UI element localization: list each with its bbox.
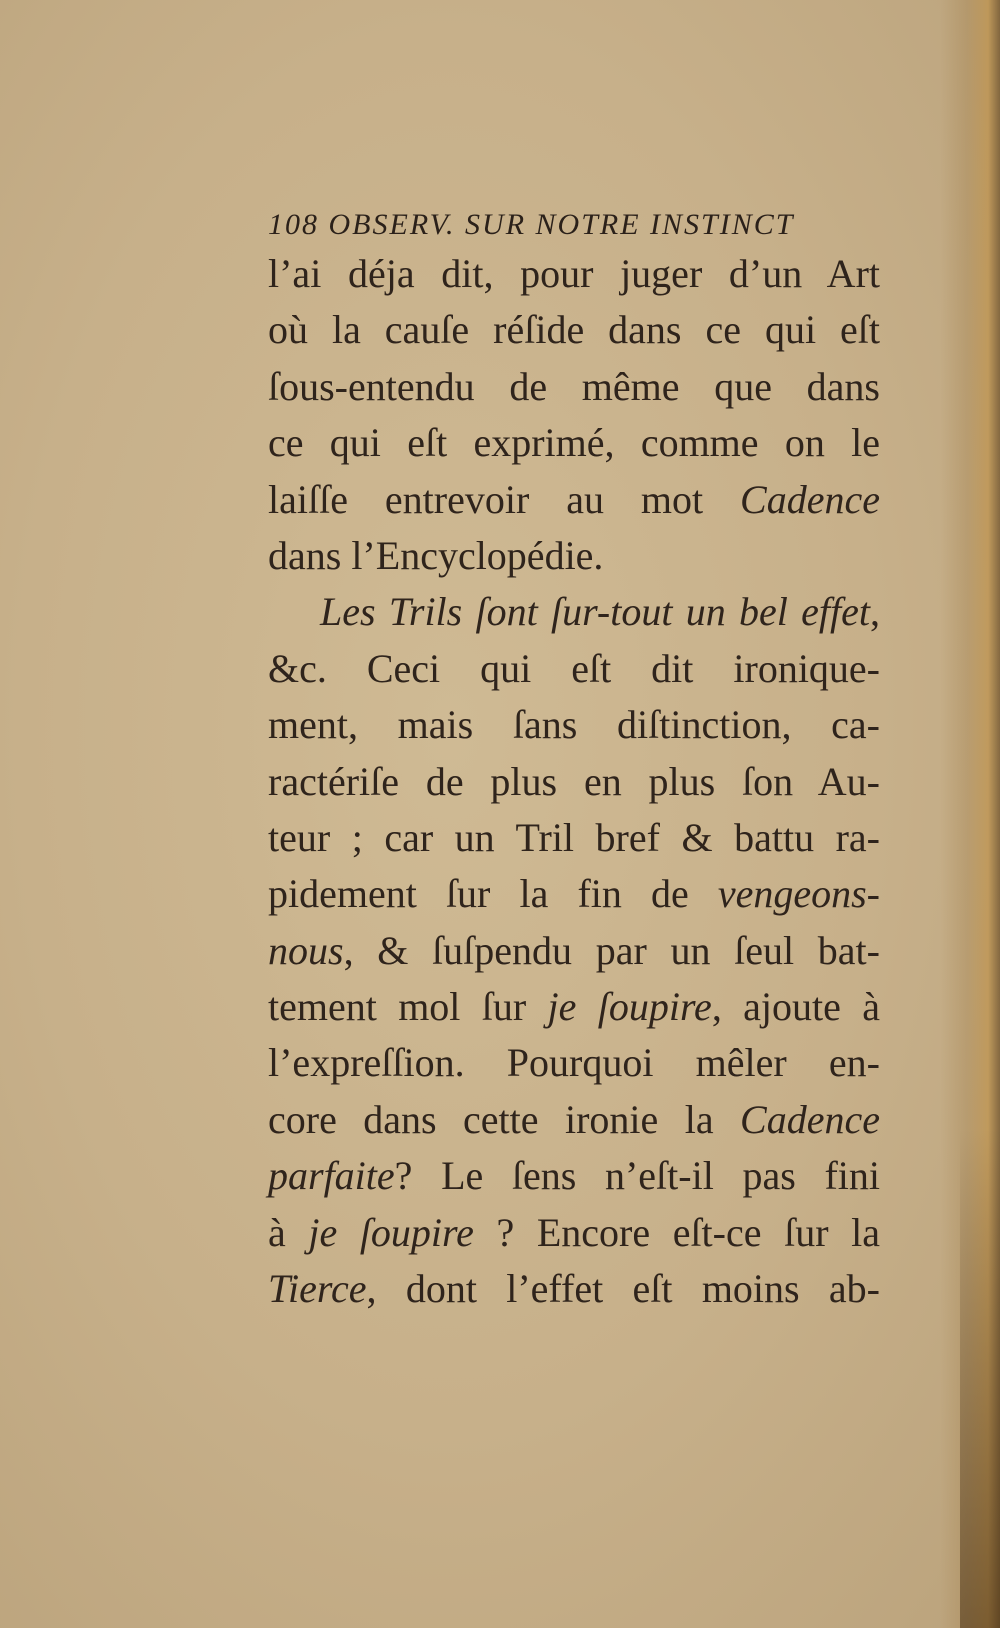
text-span: &c. Ceci qui eſt dit ironique- bbox=[268, 645, 880, 691]
text-line bbox=[268, 1092, 880, 1148]
italic-text: Cadence bbox=[740, 476, 880, 522]
text-span: ? Encore eſt-ce ſur la bbox=[473, 1209, 880, 1255]
text-line bbox=[268, 1148, 880, 1204]
text-span: où la cauſe réſide dans ce qui eſt bbox=[268, 307, 880, 353]
text-line bbox=[268, 302, 880, 358]
italic-text: Tierce bbox=[268, 1266, 367, 1312]
italic-text: parfaite bbox=[268, 1153, 395, 1199]
italic-text: je ſoupire bbox=[547, 984, 712, 1030]
running-header: 108 OBSERV. SUR NOTRE INSTINCT bbox=[268, 208, 795, 241]
text-span: laiſſe entrevoir au mot bbox=[268, 476, 741, 522]
page-corner-shadow bbox=[960, 1128, 1000, 1628]
text-line bbox=[268, 1205, 880, 1261]
text-line bbox=[268, 923, 880, 979]
text-line bbox=[268, 472, 880, 528]
text-span: tement mol ſur bbox=[268, 984, 548, 1030]
text-span: à bbox=[268, 1209, 309, 1255]
text-span: ? Le ſens n’eſt-il pas fini bbox=[394, 1153, 880, 1199]
body-text bbox=[268, 246, 880, 1317]
text-line bbox=[268, 641, 880, 697]
text-span: core dans cette ironie la bbox=[268, 1096, 741, 1142]
text-line bbox=[268, 415, 880, 471]
text-span: dans l’Encyclopédie. bbox=[268, 532, 604, 578]
text-span: , ajoute à bbox=[711, 984, 880, 1030]
italic-text: Les Trils ſont ſur-tout un bel effet bbox=[320, 589, 870, 635]
text-span: , dont l’effet eſt moins ab- bbox=[366, 1266, 880, 1312]
text-span: , bbox=[870, 589, 880, 635]
text-span: l’expreſſion. Pourquoi mêler en- bbox=[268, 1040, 880, 1086]
text-line bbox=[268, 584, 880, 640]
italic-text: Cadence bbox=[740, 1096, 880, 1142]
text-span: l’ai déja dit, pour juger d’un Art bbox=[268, 251, 880, 296]
text-line bbox=[268, 754, 880, 810]
text-line bbox=[268, 979, 880, 1035]
italic-text: je ſoupire bbox=[308, 1209, 474, 1255]
italic-text: vengeons- bbox=[717, 871, 880, 917]
text-span: , & ſuſpendu par un ſeul bat- bbox=[343, 927, 880, 973]
text-line bbox=[268, 866, 880, 922]
text-span: ment, mais ſans diſtinction, ca- bbox=[268, 702, 880, 748]
text-line bbox=[268, 1035, 880, 1091]
text-line bbox=[268, 359, 880, 415]
text-line bbox=[268, 1261, 880, 1317]
text-span: teur ; car un Tril bref & battu ra- bbox=[268, 814, 880, 860]
text-span: ſous-entendu de même que dans bbox=[268, 363, 880, 409]
text-span: ce qui eſt exprimé, comme on le bbox=[268, 420, 880, 466]
text-span: ractériſe de plus en plus ſon Au- bbox=[268, 758, 880, 804]
text-line bbox=[268, 246, 880, 302]
text-line bbox=[268, 697, 880, 753]
text-line bbox=[268, 528, 880, 584]
text-span: pidement ſur la fin de bbox=[268, 871, 718, 917]
text-line bbox=[268, 810, 880, 866]
italic-text: nous bbox=[268, 927, 344, 973]
